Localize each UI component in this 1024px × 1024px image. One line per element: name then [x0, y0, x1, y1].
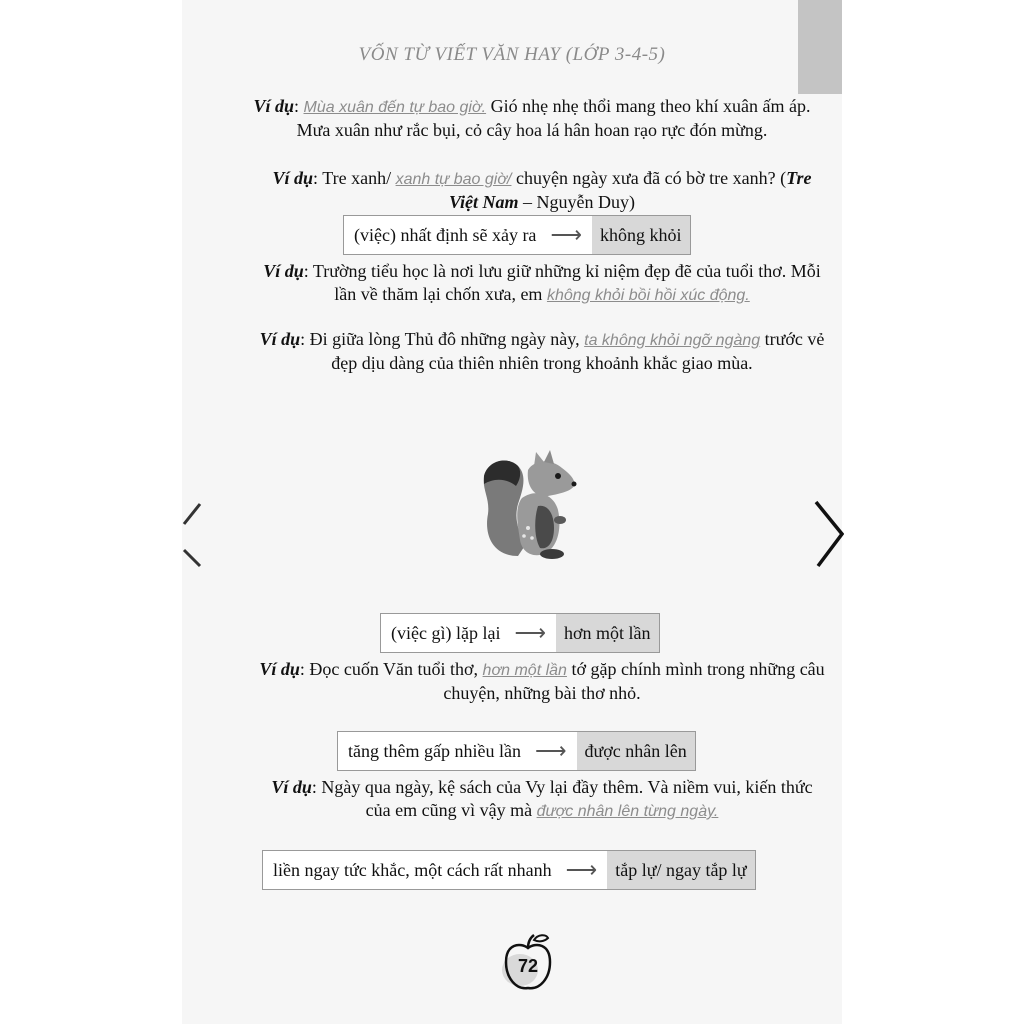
arrow-right-icon: ⟶: [514, 620, 546, 645]
highlight-phrase: Mùa xuân đến tự bao giờ.: [303, 99, 487, 116]
example-label: Ví dụ: [272, 168, 314, 188]
page-number: 72: [517, 956, 539, 976]
example-6: Ví dụ: Ngày qua ngày, kệ sách của Vy lại đầy thêm. Và niềm vui, kiến thức của em cũng vì vậy mà được nhân lên từng ngày.: [271, 777, 813, 820]
page-header: VỐN TỪ VIẾT VĂN HAY (LỚP 3-4-5): [358, 44, 666, 65]
highlight-phrase: được nhân lên từng ngày.: [536, 803, 719, 820]
arrow-right-icon: ⟶: [565, 857, 598, 882]
definition-meaning: tăng thêm gấp nhiều lần: [348, 740, 521, 761]
source-title: Tre Việt Nam: [449, 168, 812, 212]
definition-box-1: [343, 215, 691, 255]
example-label: Ví dụ: [259, 329, 301, 349]
definition-meaning: liền ngay tức khắc, một cách rất nhanh: [273, 859, 552, 880]
definition-term: tắp lự/ ngay tắp lự: [607, 851, 754, 889]
highlight-phrase: không khỏi bồi hồi xúc động.: [546, 287, 750, 304]
definition-term: hơn một lần: [556, 614, 659, 652]
squirrel-icon: [478, 448, 582, 564]
arrow-right-icon: ⟶: [534, 738, 567, 763]
example-3: Ví dụ: Trường tiểu học là nơi lưu giữ những kỉ niệm đẹp đẽ của tuổi thơ. Mỗi lần về thăm lại chốn xưa, em không khỏi bồi hồi xúc động.: [263, 261, 821, 304]
arrow-right-icon: ⟶: [550, 222, 582, 247]
example-label: Ví dụ: [271, 777, 312, 797]
highlight-phrase: hơn một lần: [482, 662, 567, 679]
definition-meaning: (việc gì) lặp lại: [391, 622, 501, 643]
example-5: Ví dụ: Đọc cuốn Văn tuổi thơ, hơn một lần tớ gặp chính mình trong những câu chuyện, những bài thơ nhỏ.: [259, 659, 825, 703]
highlight-phrase: ta không khỏi ngỡ ngàng: [584, 332, 761, 349]
highlight-phrase: xanh tự bao giờ/: [395, 171, 512, 188]
definition-box-2: [380, 613, 660, 653]
example-label: Ví dụ: [263, 261, 304, 281]
definition-box-4: [262, 850, 756, 890]
definition-meaning: (việc) nhất định sẽ xảy ra: [354, 224, 537, 245]
definition-term: được nhân lên: [577, 732, 695, 770]
page-number-badge: [498, 932, 558, 994]
example-1: Ví dụ: Mùa xuân đến tự bao giờ. Gió nhẹ nhẹ thổi mang theo khí xuân ấm áp. Mưa xuân như rắc bụi, cỏ cây hoa lá hân hoan rạo rực đón mừng.: [253, 96, 811, 140]
example-label: Ví dụ: [253, 96, 294, 116]
definition-box-3: [337, 731, 696, 771]
example-2: Ví dụ: Tre xanh/ xanh tự bao giờ/ chuyện ngày xưa đã có bờ tre xanh? (Tre Việt Nam – Nguyễn Duy): [272, 168, 812, 212]
example-label: Ví dụ: [259, 659, 300, 679]
chevron-right-icon[interactable]: [814, 500, 844, 570]
chevron-left-icon[interactable]: [182, 502, 202, 570]
definition-term: không khỏi: [592, 216, 690, 254]
example-4: Ví dụ: Đi giữa lòng Thủ đô những ngày này, ta không khỏi ngỡ ngàng trước vẻ đẹp dịu dàng của thiên nhiên trong khoảnh khắc giao mùa.: [259, 329, 825, 373]
